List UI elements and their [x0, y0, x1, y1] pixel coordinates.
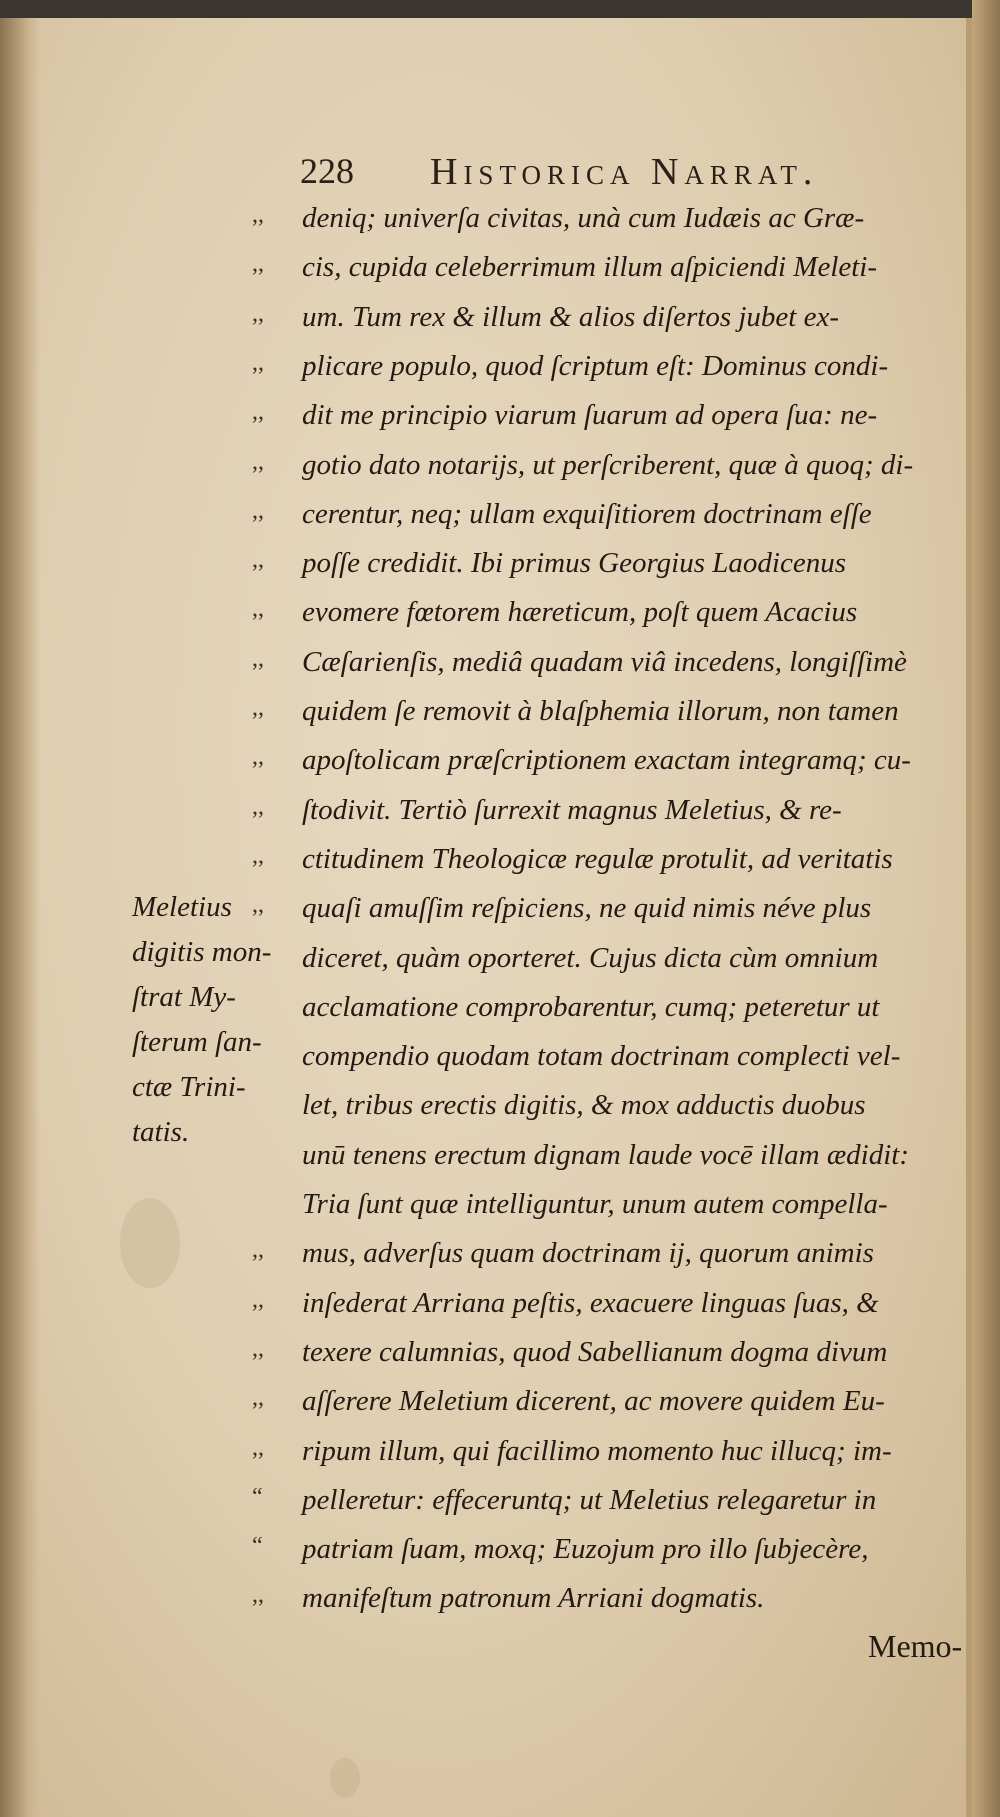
paper-stain	[120, 1198, 180, 1288]
quotation-mark: ,,	[252, 399, 264, 426]
quotation-mark: ,,	[252, 1385, 264, 1412]
line-text: diceret, quàm oporteret. Cujus dicta cùm omnium	[302, 941, 879, 974]
line-text: mus, adverſus quam doctrinam ij, quorum animis	[302, 1237, 874, 1270]
line-text: let, tribus erectis digitis, & mox adductis duobus	[302, 1089, 866, 1122]
quotation-mark: ,,	[252, 349, 264, 376]
line-text: dit me principio viarum ſuarum ad opera ſua: ne-	[302, 399, 878, 432]
quotation-mark: ,,	[252, 596, 264, 623]
quotation-mark: ,,	[252, 695, 264, 721]
page-gutter	[0, 18, 40, 1817]
quotation-mark: ,,	[252, 547, 264, 574]
quotation-mark: “	[252, 1483, 263, 1510]
line-text: inſederat Arriana peſtis, exacuere linguas ſuas, &	[302, 1286, 879, 1319]
line-text: manifeſtum patronum Arriani dogmatis.	[302, 1582, 765, 1615]
quotation-mark: ,,	[252, 842, 264, 869]
line-text: texere calumnias, quod Sabellianum dogma divum	[302, 1335, 888, 1368]
margin-note-line: digitis mon-	[132, 936, 272, 968]
quotation-mark: ,,	[252, 744, 264, 771]
quotation-mark: ,,	[252, 1286, 264, 1313]
page-number: 228	[300, 151, 354, 191]
line-text: pelleretur: effeceruntq; ut Meletius relegaretur in	[302, 1483, 877, 1516]
quotation-mark: ,,	[252, 1434, 264, 1461]
running-title: Historica Narrat.	[430, 151, 819, 193]
margin-note-line: tatis.	[132, 1116, 190, 1148]
line-text: quaſi amuſſim reſpiciens, ne quid nimis néve plus	[302, 892, 872, 925]
line-text: evomere fœtorem hæreticum, poſt quem Acacius	[302, 596, 858, 629]
line-text: ripum illum, qui facillimo momento huc illucq; im-	[302, 1434, 892, 1467]
quotation-mark: ,,	[252, 202, 264, 228]
margin-note-line: ſterum ſan-	[132, 1026, 262, 1058]
quotation-mark: ,,	[252, 497, 264, 524]
quotation-mark: ,,	[252, 1237, 264, 1264]
quotation-mark: ,,	[252, 645, 264, 672]
margin-note-line: ctæ Trini-	[132, 1071, 246, 1103]
quotation-mark: ,,	[252, 1335, 264, 1362]
line-text: acclamatione comprobarentur, cumq; peteretur ut	[302, 990, 880, 1023]
line-text: cis, cupida celeberrimum illum aſpiciendi Meleti-	[302, 251, 878, 284]
line-text: um. Tum rex & illum & alios diſertos jubet ex-	[302, 300, 839, 333]
margin-note	[132, 885, 292, 1155]
line-text: apoſtolicam præſcriptionem exactam integramq; cu-	[302, 744, 911, 777]
line-text: unū tenens erectum dignam laude vocē illam ædidit:	[302, 1138, 909, 1171]
paper-stain	[330, 1758, 360, 1798]
quotation-mark: ,,	[252, 448, 264, 475]
line-text: Tria ſunt quæ intelliguntur, unum autem compella-	[302, 1188, 888, 1220]
line-text: ſtodivit. Tertiò ſurrexit magnus Meletius, & re-	[302, 793, 842, 826]
line-text: quidem ſe removit à blaſphemia illorum, non tamen	[302, 695, 899, 727]
line-text: poſſe credidit. Ibi primus Georgius Laodicenus	[302, 547, 846, 580]
quotation-mark: ,,	[252, 300, 264, 327]
line-text: aſſerere Meletium dicerent, ac movere quidem Eu-	[302, 1385, 885, 1418]
margin-note-line: ſtrat My-	[132, 981, 236, 1013]
margin-note-line: Meletius	[132, 891, 232, 923]
quotation-mark: ,,	[252, 793, 264, 820]
quotation-mark: ,,	[252, 892, 264, 919]
line-text: compendio quodam totam doctrinam complecti vel-	[302, 1040, 901, 1073]
line-text: Cæſarienſis, mediâ quadam viâ incedens, longiſſimè	[302, 645, 907, 678]
quotation-mark: ,,	[252, 1582, 264, 1609]
quotation-mark: ,,	[252, 251, 264, 278]
line-text: ctitudinem Theologicæ regulæ protulit, ad veritatis	[302, 842, 893, 875]
line-text: cerentur, neq; ullam exquiſitiorem doctrinam eſſe	[302, 497, 872, 530]
page-header	[300, 150, 950, 200]
quotation-mark: “	[252, 1533, 263, 1560]
page-edge	[972, 0, 1000, 1817]
line-text: deniq; univerſa civitas, unà cum Iudæis ac Græ-	[302, 202, 865, 234]
catchword: Memo-	[868, 1628, 963, 1664]
line-text: plicare populo, quod ſcriptum eſt: Dominus condi-	[302, 349, 889, 382]
line-text: patriam ſuam, moxq; Euzojum pro illo ſubjecère,	[302, 1533, 869, 1566]
line-text: gotio dato notarijs, ut perſcriberent, quæ à quoq; di-	[302, 448, 914, 481]
